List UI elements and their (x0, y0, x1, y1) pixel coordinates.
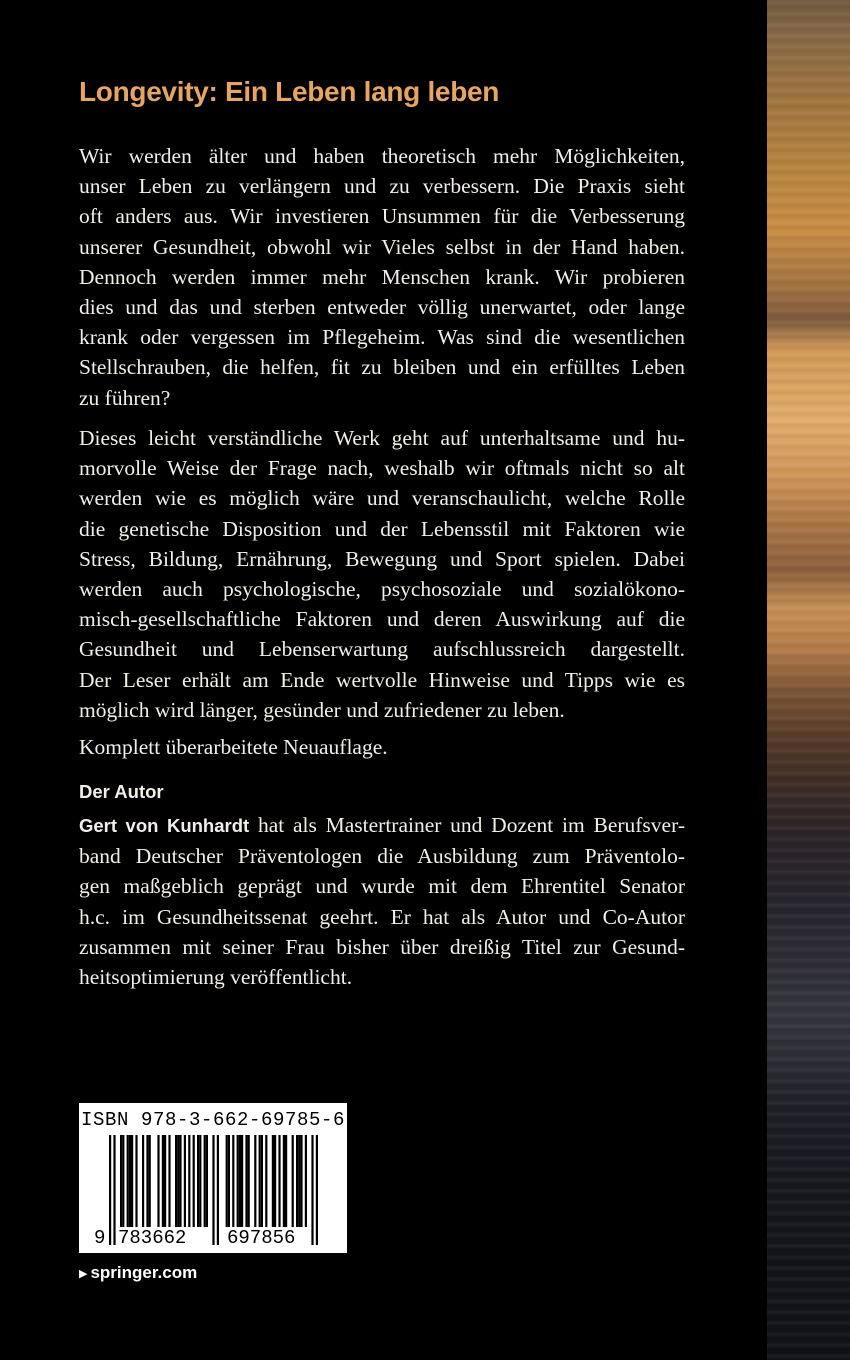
barcode-bar (109, 1135, 111, 1245)
text-line: heitsoptimierung veröffentlicht. (79, 965, 353, 990)
barcode-bar (296, 1135, 298, 1227)
barcode-bar (300, 1135, 302, 1227)
barcode-bar (254, 1135, 256, 1227)
barcode-bar (245, 1135, 247, 1227)
barcode-bar (129, 1135, 131, 1227)
author-bio (79, 810, 685, 992)
barcode-bar (164, 1135, 166, 1227)
barcode-bar (199, 1135, 201, 1227)
barcode-bar (142, 1135, 144, 1227)
text-line: werden wie es möglich wäre und veranschaulicht, welche Rolle (79, 486, 685, 511)
barcode-bar (228, 1135, 230, 1227)
author-name: Gert von Kunhardt (79, 815, 250, 836)
text-line: unserer Gesundheit, obwohl wir Vieles selbst in der Hand haben. (79, 234, 685, 259)
text-line (79, 810, 685, 841)
barcode-bar (162, 1135, 164, 1227)
barcode-bar (274, 1135, 276, 1227)
barcode-bar (259, 1135, 261, 1227)
barcode-bar (146, 1135, 148, 1227)
new-edition-note (79, 732, 685, 762)
text-line: Stellschrauben, die helfen, fit zu bleiben und ein erfülltes Leben (79, 355, 685, 380)
isbn-barcode (79, 1103, 347, 1253)
barcode-bar (272, 1135, 274, 1227)
text-line: misch-gesellschaftliche Faktoren und deren Auswirkung auf die (79, 607, 685, 632)
barcode-bar (311, 1135, 313, 1245)
barcode-bar (298, 1135, 300, 1227)
text-line: möglich wird länger, gesünder und zufriedener zu leben. (79, 697, 565, 722)
website-label: springer.com (90, 1263, 198, 1282)
barcode-bar (193, 1135, 195, 1227)
barcode-bar (237, 1135, 239, 1227)
blurb-paragraph-1 (79, 141, 685, 413)
text-line: zusammen mit seiner Frau bisher über dreißig Titel zur Gesund- (79, 934, 685, 959)
barcode-bar (241, 1135, 243, 1227)
text-line: Der Leser erhält am Ende wertvolle Hinweise und Tipps wie es (79, 667, 685, 692)
barcode-bar (283, 1135, 285, 1227)
barcode-bar (265, 1135, 267, 1227)
publisher-website[interactable] (79, 1263, 197, 1283)
barcode-bar (278, 1135, 280, 1227)
barcode-bar (217, 1135, 219, 1245)
barcode-bar (113, 1135, 115, 1245)
text-line: Komplett überarbeitete Neuauflage. (79, 735, 388, 759)
text-line: krank oder vergessen im Pflegeheim. Was sind die wesentlichen (79, 325, 685, 350)
author-heading: Der Autor (79, 781, 164, 802)
text-line: werden auch psychologische, psychosoziale und sozialökono- (79, 577, 685, 602)
barcode-bar (285, 1135, 287, 1227)
barcode-bar (157, 1135, 159, 1227)
barcode-bar (316, 1135, 318, 1245)
barcode-bar (135, 1135, 137, 1227)
text-line: Gesundheit und Lebenserwartung aufschlussreich dargestellt. (79, 637, 685, 662)
author-bio-line: hat als Mastertrainer und Dozent im Berufsver- (249, 813, 685, 837)
text-line: dies und das und sterben entweder völlig unerwartet, oder lange (79, 295, 685, 320)
barcode-bar (197, 1135, 199, 1227)
barcode-bar (206, 1135, 208, 1227)
barcode-bar (239, 1135, 241, 1227)
barcode-bar (127, 1135, 129, 1227)
text-line: Dennoch werden immer mehr Menschen krank. Wir probieren (79, 264, 685, 289)
text-line: unser Leben zu verlängern und zu verbessern. Die Praxis sieht (79, 174, 685, 199)
barcode-bar (122, 1135, 124, 1227)
barcode-bar (292, 1135, 294, 1227)
barcode-bar (305, 1135, 307, 1227)
isbn-label: ISBN 978-3-662-69785-6 (80, 1109, 346, 1131)
barcode-bar (175, 1135, 177, 1227)
text-line: Dieses leicht verständliche Werk geht auf unterhaltsame und hu- (79, 426, 685, 450)
text-line: h.c. im Gesundheitssenat geehrt. Er hat als Autor und Co-Autor (79, 904, 685, 929)
barcode-bar (149, 1135, 151, 1227)
barcode-bar (204, 1135, 206, 1227)
play-arrow-icon: ▶ (79, 1268, 88, 1280)
barcode-digit-group: 783662 (118, 1227, 187, 1249)
barcode-bar (226, 1135, 228, 1227)
blurb-paragraph-2 (79, 423, 685, 725)
barcode-bar (168, 1135, 170, 1227)
barcode-bar (188, 1135, 190, 1227)
text-line: die genetische Disposition und der Lebensstil mit Faktoren wie (79, 516, 685, 541)
barcode-digit-group: 697856 (227, 1227, 296, 1249)
barcode-bar (177, 1135, 179, 1227)
barcode-bar (248, 1135, 250, 1227)
text-line: Stress, Bildung, Ernährung, Bewegung und Sport spielen. Dabei (79, 546, 685, 571)
barcode-bar (232, 1135, 234, 1227)
text-line: gen maßgeblich geprägt und wurde mit dem Ehrentitel Senator (79, 874, 685, 899)
barcode-bar (261, 1135, 263, 1227)
book-title: Longevity: Ein Leben lang leben (79, 76, 500, 107)
text-line: zu führen? (79, 385, 171, 410)
text-line: Wir werden älter und haben theoretisch mehr Möglichkeiten, (79, 144, 685, 168)
text-line: band Deutscher Präventologen die Ausbildung zum Präventolo- (79, 844, 685, 869)
text-line: oft anders aus. Wir investieren Unsummen für die Verbesserung (79, 204, 685, 229)
barcode-bar (184, 1135, 186, 1227)
barcode-bar (131, 1135, 133, 1227)
barcode-bar (179, 1135, 181, 1227)
sunset-photo-strip (767, 0, 850, 1360)
barcode-bar (212, 1135, 214, 1245)
barcode-digit-group: 9 (94, 1227, 106, 1249)
barcode-bar (120, 1135, 122, 1227)
text-line: morvolle Weise der Frage nach, weshalb wir oftmals nicht so alt (79, 456, 685, 481)
